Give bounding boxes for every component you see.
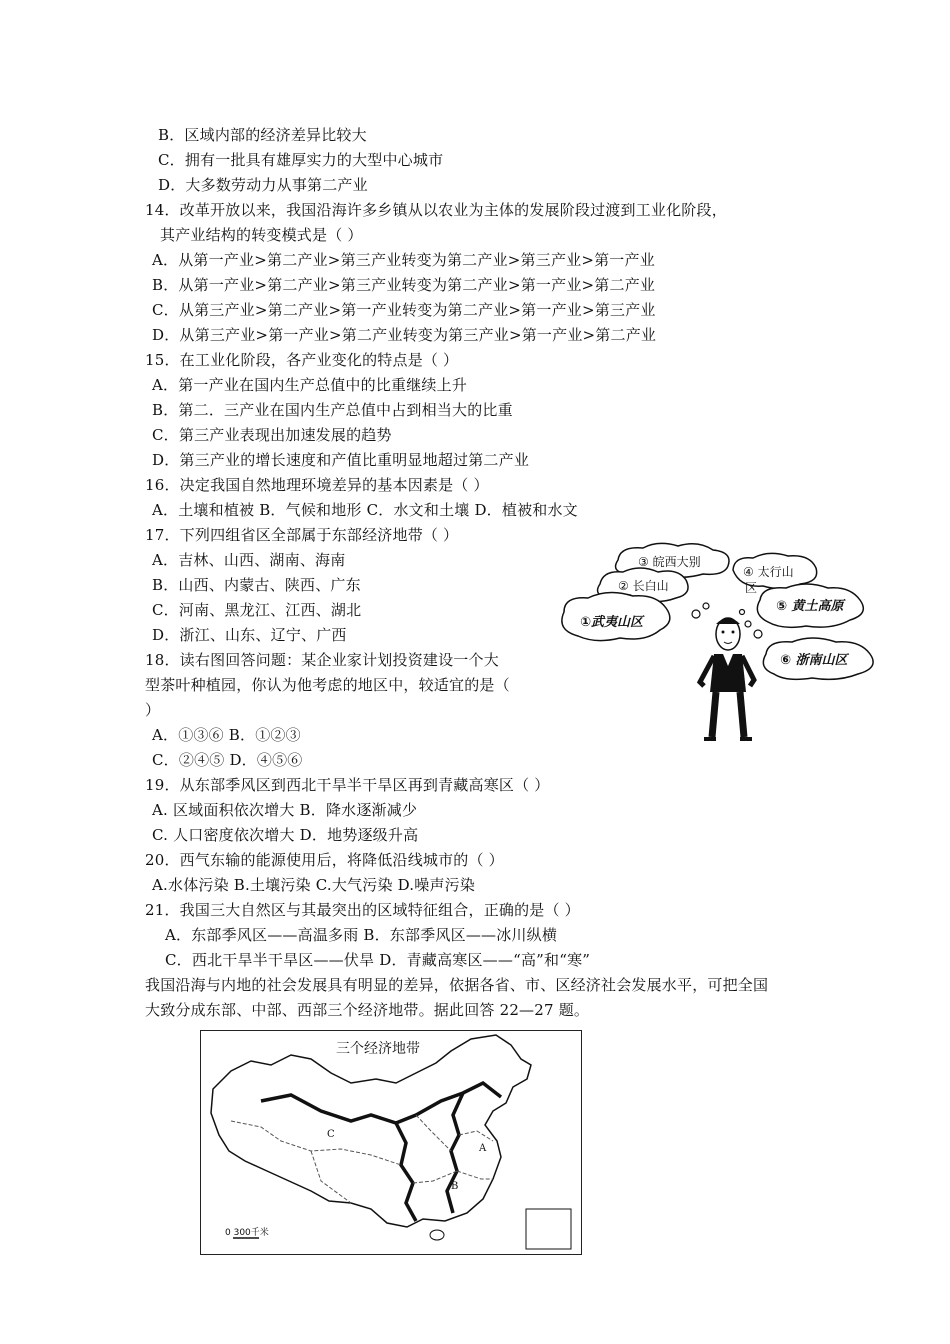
cloud-loess (757, 584, 863, 627)
q14-option-c: C．从第三产业>第二产业>第一产业转变为第二产业>第一产业>第三产业 (152, 301, 656, 319)
q15-option-a: A．第一产业在国内生产总值中的比重继续上升 (152, 376, 468, 394)
q14-stem: 14．改革开放以来，我国沿海许多乡镇从以农业为主体的发展阶段过渡到工业化阶段， (145, 201, 727, 219)
q15-stem: 15．在工业化阶段，各产业变化的特点是（ ） (145, 351, 459, 369)
cloud-6-label: ⑥ 浙南山区 (780, 653, 848, 668)
q14-option-a: A．从第一产业>第二产业>第三产业转变为第二产业>第三产业>第一产业 (152, 251, 655, 269)
q18-options-1: A．①③⑥ B．①②③ (152, 726, 301, 744)
businessman-icon (700, 618, 754, 739)
passage-line-1: 我国沿海与内地的社会发展具有明显的差异，依据各省、市、区经济社会发展水平，可把全国 (145, 976, 769, 994)
south-sea-inset (526, 1209, 571, 1249)
cloud-3-label: ③ 皖西大别 (638, 555, 701, 569)
cloud-5-label: ⑤ 黄土高原 (776, 599, 844, 614)
q15-option-d: D．第三产业的增长速度和产值比重明显地超过第二产业 (152, 451, 530, 469)
cloud-zhenan (763, 638, 873, 679)
q20-options: A.水体污染 B.土壤污染 C.大气污染 D.噪声污染 (152, 876, 476, 894)
map-title: 三个经济地带 (336, 1041, 420, 1057)
q17-stem: 17．下列四组省区全部属于东部经济地带（ ） (145, 526, 459, 544)
q18-stem: 18．读右图回答问题：某企业家计划投资建设一个大 (145, 651, 499, 669)
q14-option-b: B．从第一产业>第二产业>第三产业转变为第二产业>第一产业>第二产业 (152, 276, 656, 294)
q16-options: A．土壤和植被 B．气候和地形 C．水文和土壤 D．植被和水文 (152, 501, 578, 519)
q15-option-b: B．第二．三产业在国内生产总值中占到相当大的比重 (152, 401, 513, 419)
zone-c-label: C (327, 1129, 335, 1140)
q13-option-d: D．大多数劳动力从事第二产业 (158, 176, 368, 194)
q17-option-a: A．吉林、山西、湖南、海南 (152, 551, 346, 569)
hainan-island (430, 1230, 444, 1240)
cloud-1-label: ①武夷山区 (580, 615, 644, 630)
q21-stem: 21．我国三大自然区与其最突出的区域特征组合，正确的是（ ） (145, 901, 580, 919)
map-scale: 0 300千米 (225, 1228, 269, 1238)
cloud-4-label: ④ 太行山 (743, 565, 794, 579)
china-outline (211, 1035, 531, 1227)
economic-zones-map (200, 1030, 582, 1255)
q13-option-c: C．拥有一批具有雄厚实力的大型中心城市 (158, 151, 444, 169)
cloud-2-label: ② 长白山 (618, 579, 669, 593)
q20-stem: 20．西气东输的能源使用后，将降低沿线城市的（ ） (145, 851, 504, 869)
q19-options-2: C. 人口密度依次增大 D．地势逐级升高 (152, 826, 419, 844)
q21-options-2: C．西北干旱半干旱区——伏旱 D．青藏高寒区——“高”和“寒” (165, 951, 591, 969)
q19-stem: 19．从东部季风区到西北干旱半干旱区再到青藏高寒区（ ） (145, 776, 550, 794)
passage-line-2: 大致分成东部、中部、西部三个经济地带。据此回答 22—27 题。 (145, 1001, 590, 1019)
zone-b-label: B (451, 1181, 459, 1192)
q14-stem-cont: 其产业结构的转变模式是（ ） (160, 226, 363, 244)
q18-options-2: C．②④⑤ D．④⑤⑥ (152, 751, 303, 769)
q16-stem: 16．决定我国自然地理环境差异的基本因素是（ ） (145, 476, 489, 494)
china-map-svg (201, 1031, 581, 1253)
q18-stem-end: ） (145, 701, 161, 719)
cloud-4-label-cont: 区 (745, 581, 758, 595)
q17-option-d: D．浙江、山东、辽宁、广西 (152, 626, 347, 644)
q21-options-1: A．东部季风区——高温多雨 B．东部季风区——冰川纵横 (165, 926, 558, 944)
q14-option-d: D．从第三产业>第一产业>第二产业转变为第三产业>第一产业>第二产业 (152, 326, 657, 344)
q19-options-1: A. 区域面积依次增大 B．降水逐渐减少 (152, 801, 418, 819)
q15-option-c: C．第三产业表现出加速发展的趋势 (152, 426, 392, 444)
q17-option-c: C．河南、黑龙江、江西、湖北 (152, 601, 362, 619)
cloud-wuyi (562, 592, 670, 640)
q18-stem-cont: 型茶叶种植园，你认为他考虑的地区中，较适宜的是（ (145, 676, 510, 694)
q13-option-b: B．区域内部的经济差异比较大 (158, 126, 367, 144)
q17-option-b: B．山西、内蒙古、陕西、广东 (152, 576, 361, 594)
zone-a-label: A (479, 1143, 487, 1154)
tea-plantation-cartoon (548, 542, 900, 752)
